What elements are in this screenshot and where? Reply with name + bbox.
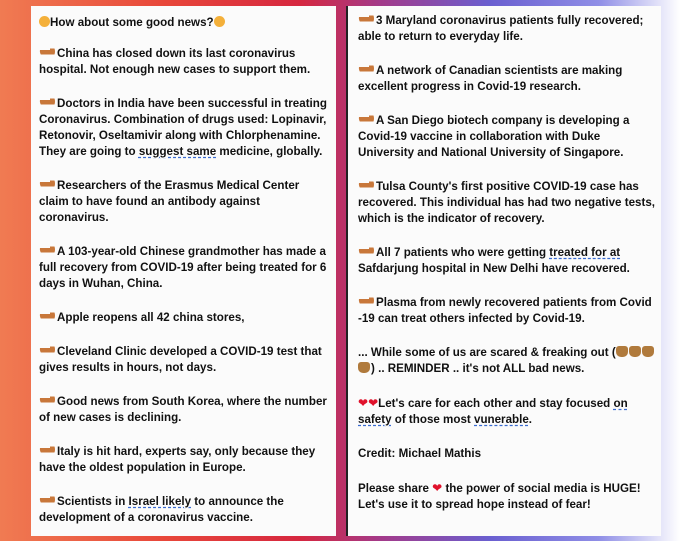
news-text: Italy is hit hard, experts say, only because they have the oldest population in Europe.: [39, 445, 316, 474]
wave-icon: [629, 346, 641, 357]
pointing-hand-icon: [39, 445, 56, 454]
news-text: Apple reopens all 42 china stores,: [57, 311, 245, 324]
left-text-panel: [31, 6, 336, 536]
pointing-hand-icon: [358, 296, 375, 305]
news-item: [39, 244, 330, 292]
news-item: [358, 113, 657, 161]
pointing-hand-icon: [39, 179, 56, 188]
news-text: Cleveland Clinic developed a COVID-19 test that gives results in hours, not days.: [39, 345, 322, 374]
underlined-phrase[interactable]: vunerable: [474, 413, 529, 426]
news-item: [358, 179, 657, 227]
news-item: [39, 178, 330, 226]
news-text: Scientists in: [57, 495, 126, 508]
share-line: [358, 480, 657, 513]
news-text: China has closed down its last coronavirus hospital. Not enough new cases to support them.: [39, 47, 311, 76]
news-item: [39, 394, 330, 426]
title-line: [39, 15, 330, 31]
reminder-line: ... While some of us are scared & freaking out () .. REMINDER .. it's not ALL bad news.: [358, 345, 657, 377]
news-text: Plasma from newly recovered patients from Covid -19 can treat others infected by Covid-19.: [358, 296, 652, 325]
pointing-hand-icon: [39, 245, 56, 254]
pointing-hand-icon: [39, 345, 56, 354]
underlined-phrase[interactable]: Israel likely: [128, 495, 192, 508]
pointing-hand-icon: [39, 395, 56, 404]
pointing-hand-icon: [358, 246, 375, 255]
news-item: [39, 344, 330, 376]
news-item: [39, 494, 330, 526]
smile-icon: [214, 16, 225, 27]
pointing-hand-icon: [358, 114, 375, 123]
wave-icon: [616, 346, 628, 357]
news-item: [358, 13, 657, 45]
news-item: [39, 96, 330, 160]
pointing-hand-icon: [39, 47, 56, 56]
credit-line: Credit: Michael Mathis: [358, 447, 482, 460]
care-text: .: [528, 413, 533, 426]
news-text: A 103-year-old Chinese grandmother has made a full recovery from COVID-19 after being treated for 6 days in Wuhan, China.: [39, 245, 327, 290]
news-text: 3 Maryland coronavirus patients fully recovered; able to return to everyday life.: [358, 14, 644, 43]
pointing-hand-icon: [358, 64, 375, 73]
reminder-text: ... While some of us are scared & freaking out: [358, 346, 609, 359]
news-text: Researchers of the Erasmus Medical Center claim to have found an antibody against coronavirus.: [39, 179, 300, 224]
wave-icon: [642, 346, 654, 357]
reminder-text: .. REMINDER .. it's not ALL bad news.: [378, 362, 585, 375]
pointing-hand-icon: [358, 14, 375, 23]
news-item: [358, 245, 657, 277]
heart-icon: ❤: [432, 481, 443, 495]
pointing-hand-icon: [39, 495, 56, 504]
news-text: Good news from South Korea, where the number of new cases is declining.: [39, 395, 327, 424]
news-text: A network of Canadian scientists are making excellent progress in Covid-19 research.: [358, 64, 623, 93]
underlined-phrase[interactable]: safety: [358, 413, 392, 426]
smile-icon: [39, 16, 50, 27]
pointing-hand-icon: [358, 180, 375, 189]
news-text: medicine, globally.: [219, 145, 323, 158]
pointing-hand-icon: [39, 97, 56, 106]
share-text: Please share: [358, 482, 429, 495]
news-text: to announce the development of a coronavirus vaccine.: [39, 495, 284, 524]
wave-icon: [358, 362, 370, 373]
news-item: [39, 46, 330, 78]
share-text: the power of social media is HUGE! Let's use it to spread hope instead of fear!: [358, 482, 641, 511]
news-item: [39, 444, 330, 476]
heart-icon: ❤: [368, 396, 379, 410]
care-line: [358, 395, 657, 428]
news-text: Doctors in India have been successful in treating Coronavirus. Combination of drugs used: Lopinavir, Retonovir, Oseltamivir along with Chlorphenamine. They are going to: [39, 97, 327, 158]
news-item: [358, 295, 657, 327]
care-text: of those most: [394, 413, 471, 426]
title-text: How about some good news?: [50, 16, 214, 29]
news-item: [358, 63, 657, 95]
news-text: All 7 patients who were getting: [376, 246, 547, 259]
care-text: Let's care for each other and stay focused: [378, 397, 611, 410]
underlined-phrase[interactable]: treated for at: [549, 246, 621, 259]
news-text: Tulsa County's first positive COVID-19 case has recovered. This individual has had two negative tests, which is the indicator of recovery.: [358, 180, 656, 225]
underlined-phrase[interactable]: on: [613, 397, 628, 410]
pointing-hand-icon: [39, 311, 56, 320]
news-text: A San Diego biotech company is developing a Covid-19 vaccine in collaboration with Duke University and National University of Singapore.: [358, 114, 630, 159]
underlined-phrase[interactable]: suggest same: [138, 145, 217, 158]
news-text: Safdarjung hospital in New Delhi have recovered.: [358, 262, 630, 275]
heart-icon: ❤: [358, 396, 369, 410]
news-item: [39, 310, 330, 326]
right-text-panel: [346, 6, 661, 536]
